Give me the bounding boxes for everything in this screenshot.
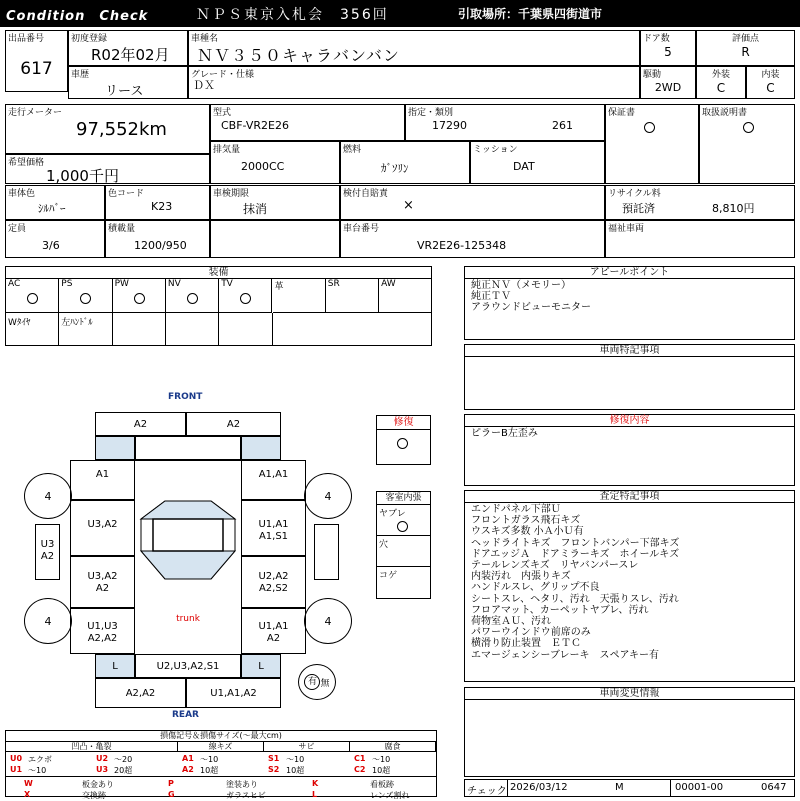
grade-cell: グレード・仕様 ＤＸ (188, 66, 640, 99)
legend-desc: 看板跡 (370, 780, 394, 789)
legend-desc: 塗装あり (226, 780, 258, 789)
first-reg: R02年02月 (91, 46, 170, 64)
capacity-cell: 定員 3/6 (5, 220, 105, 258)
legend-group: 腐食 (350, 742, 436, 752)
panel-front-left: A2 (95, 412, 186, 436)
spare-none-label: 無 (320, 678, 330, 689)
footer-bar: チェック 2026/03/12 M 00001-00 0647 (464, 779, 795, 797)
equipment-label: NV (167, 279, 181, 289)
rear-bumper-left: A2,A2 (95, 678, 186, 708)
inspection-cell: 車検期限 抹消 (210, 185, 340, 220)
sheet-title: Condition Check (6, 9, 149, 24)
auction-name: ＮＰＳ東京入札会 356回 (196, 7, 389, 23)
inspection-note-line: フロアマット、カーペットヤブレ、汚れ (471, 604, 649, 616)
inspection-note-line: ハンドルスレ、グリップ不良 (471, 582, 600, 594)
equipment-label: SR (327, 279, 340, 289)
inspection-note-line: 内装汚れ 内張りキズ (471, 571, 571, 583)
displacement-cell: 排気量 2000CC (210, 141, 340, 184)
inspection-note-line: パワーウインドウ前席のみ (471, 627, 591, 639)
special-panel (464, 344, 795, 410)
spare-tire (298, 664, 336, 700)
appeal-line: 純正ＴＶ (471, 291, 511, 302)
legend-desc: エクボ (28, 755, 52, 764)
type-cell: 型式 CBF-VR2E26 (210, 104, 405, 141)
equipment-cell (379, 313, 432, 346)
equipment-cell (273, 279, 326, 313)
equipment-cell (6, 313, 59, 346)
headlight-left (95, 436, 135, 460)
equipment-label: PW (114, 279, 129, 289)
roof-outline-icon (135, 461, 241, 609)
special-title: 車両特記事項 (465, 345, 794, 357)
inspection-notes-panel (464, 490, 795, 682)
legend-code: S2 (268, 765, 280, 774)
lot-cell: 出品番号 617 (5, 30, 68, 92)
legend-desc: 〜10 (28, 766, 47, 775)
equipment-title: 装備 (6, 267, 431, 279)
roof-area (135, 460, 241, 608)
legend-desc: 10超 (286, 766, 305, 775)
quarter-right: U1,A1 A2 (241, 608, 306, 654)
legend-desc: 交換跡 (82, 791, 106, 800)
repair-content-panel (464, 414, 795, 486)
legend-desc: 板金あり (82, 780, 114, 789)
equipment-label: AW (381, 279, 396, 289)
panel-front-right: A2 (186, 412, 281, 436)
legend-desc: 10超 (372, 766, 391, 775)
equipment-cell (59, 313, 112, 346)
equipment-cell (326, 313, 379, 346)
quarter-left: U1,U3 A2,A2 (70, 608, 135, 654)
welfare-cell: 福祉車両 (605, 220, 795, 258)
header-bar (0, 0, 800, 27)
fuel-cell: 燃料 ｶﾞｿﾘﾝ (340, 141, 470, 184)
side-sill-left: U3 A2 (35, 524, 60, 580)
fender-left: A1 (70, 460, 135, 500)
equipment-cell (166, 279, 219, 313)
colorcode-cell: 色コード K23 (105, 185, 210, 220)
repair-content-title: 修復内容 (465, 415, 794, 427)
equipment-mark (134, 293, 145, 304)
score: R (741, 45, 750, 59)
inspection-note-line: ウスキズ多数 小Ａ小Ｕ有 (471, 526, 584, 538)
lot-number: 617 (20, 59, 53, 79)
equipment-cell (219, 313, 272, 346)
equipment-cell (379, 279, 432, 313)
doors-cell: ドア数 5 (640, 30, 696, 66)
insurance-cell: 検付自賠責 × (340, 185, 605, 220)
legend-code: S1 (268, 754, 280, 763)
warranty-cell: 保証書 (605, 104, 699, 184)
equipment-cell (113, 313, 166, 346)
equipment-label: PS (61, 279, 73, 289)
equipment-label: TV (221, 279, 233, 289)
tire-rear-left: 4 (24, 598, 72, 644)
equipment-cell (113, 279, 166, 313)
inspection-note-line: 荷物室ＡＵ、汚れ (471, 616, 551, 628)
inspection-note-line: ドアエッジＡ ドアミラーキズ ホイールキズ (471, 548, 680, 560)
blank-cell (210, 220, 340, 258)
rear-door-left: U3,A2 A2 (70, 556, 135, 608)
model-cell: 車種名 ＮＶ３５０キャラバンバン (188, 30, 640, 66)
legend-code: L (312, 790, 318, 799)
legend-group: 線キズ (178, 742, 264, 752)
legend-code: U3 (96, 765, 109, 774)
color-cell: 車体色 ｼﾙﾊﾞｰ (5, 185, 105, 220)
change-info-panel (464, 687, 795, 777)
equipment-label: 革 (274, 282, 284, 292)
change-info-title: 車両変更情報 (465, 688, 794, 700)
equipment-cell (166, 313, 219, 346)
equipment-mark (27, 293, 38, 304)
appeal-line: 純正ＮＶ（メモリー） (471, 280, 571, 291)
repair-line: ピラーB左歪み (471, 428, 538, 439)
desired-cell: 希望価格 1,000千円 (5, 154, 210, 184)
legend-code: U2 (96, 754, 109, 763)
trunk-label: trunk (176, 614, 200, 624)
legend-desc: 10超 (200, 766, 219, 775)
appeal-title: アピールポイント (465, 267, 794, 279)
legend-desc: 20超 (114, 766, 133, 775)
rear-bumper-right: U1,A1,A2 (186, 678, 281, 708)
legend-code: K (312, 779, 319, 788)
cabin-box: 客室内張 ヤブレ 穴 コゲ (376, 491, 431, 599)
score-cell: 評価点 R (696, 30, 795, 66)
fender-right: A1,A1 (241, 460, 306, 500)
legend-desc: 〜10 (372, 755, 391, 764)
headlight-right (241, 436, 281, 460)
mission-cell: ミッション DAT (470, 141, 605, 184)
inspection-notes-title: 査定特記事項 (465, 491, 794, 503)
lamp-left: L (95, 654, 135, 678)
chassis-cell: 車台番号 VR2E26-125348 (340, 220, 605, 258)
equipment-label: 左ﾊﾝﾄﾞﾙ (61, 318, 93, 328)
pickup-location: 引取場所：千葉県四街道市 (458, 7, 603, 21)
legend-code: X (24, 790, 31, 799)
repair-mark (397, 438, 408, 449)
exterior-cell: 外装 C (696, 66, 746, 99)
legend-group: 凹凸・亀裂 (6, 742, 178, 752)
rear-door-right: U2,A2 A2,S2 (241, 556, 306, 608)
tire-front-right: 4 (304, 473, 352, 519)
inspection-note-line: シートスレ、ヘタリ、汚れ 天張りスレ、汚れ (471, 593, 679, 605)
side-sill-right (314, 524, 339, 580)
repair-box: 修復 (376, 415, 431, 465)
bonnet (135, 436, 241, 460)
equipment-mark (80, 293, 91, 304)
spare-present-mark: 有 (304, 674, 320, 690)
manual-mark (743, 122, 754, 133)
check-date: 2026/03/12 (510, 782, 568, 793)
legend-desc: ガラスヒビ (226, 791, 266, 800)
tire-front-left: 4 (24, 473, 72, 519)
legend-desc: 〜10 (200, 755, 219, 764)
legend-code: A1 (182, 754, 194, 763)
legend-desc: 〜10 (286, 755, 305, 764)
tire-rear-right: 4 (304, 598, 352, 644)
appeal-line: アラウンドビューモニター (471, 302, 591, 313)
legend-code: U0 (10, 754, 23, 763)
lamp-right: L (241, 654, 281, 678)
equipment-cell (326, 279, 379, 313)
legend-code: P (168, 779, 174, 788)
equipment-panel (5, 266, 432, 346)
equipment-mark (240, 293, 251, 304)
legend-desc: レンズ割れ (370, 791, 410, 800)
first-reg-cell: 初度登録 R02年02月 (68, 30, 188, 66)
legend-group: サビ (264, 742, 350, 752)
legend-code: U1 (10, 765, 23, 774)
manual-cell: 取扱説明書 (699, 104, 795, 184)
inspection-note-line: ヘッドライトキズ フロントバンパー下部キズ (471, 537, 680, 549)
inspection-note-line: エマージェンシーブレーキ スペアキー有 (471, 649, 660, 661)
equipment-mark (187, 293, 198, 304)
model-name: ＮＶ３５０キャラバンバン (197, 46, 400, 65)
equipment-cell (59, 279, 112, 313)
inspection-note-line: テールレンズキズ リヤバンパースレ (471, 560, 639, 572)
warranty-mark (644, 122, 655, 133)
front-door-right: U1,A1 A1,S1 (241, 500, 306, 556)
history-cell: 車歴 リース (68, 66, 188, 99)
appeal-panel (464, 266, 795, 340)
equipment-cell (273, 313, 326, 346)
mileage-cell: 走行メーター 97,552km (5, 104, 210, 154)
equipment-cell (219, 279, 272, 313)
inspection-note-line: エンドパネル下部Ｕ (471, 504, 561, 515)
interior-cell: 内装 C (746, 66, 795, 99)
legend-code: C2 (354, 765, 366, 774)
front-door-left: U3,A2 (70, 500, 135, 556)
rear-gate: U2,U3,A2,S1 (135, 654, 241, 678)
recycle-cell: リサイクル料 預託済 8,810円 (605, 185, 795, 220)
legend-desc: 〜20 (114, 755, 133, 764)
cabin-yabure-mark (397, 521, 408, 532)
inspection-note-line: 横滑り防止装置 ＥＴＣ (471, 638, 581, 650)
equipment-label: AC (8, 279, 21, 289)
legend-code: W (24, 779, 33, 788)
load-cell: 積載量 1200/950 (105, 220, 210, 258)
mileage: 97,552km (76, 119, 167, 140)
legend-code: G (168, 790, 175, 799)
designation-cell: 指定・類別 17290 261 (405, 104, 605, 141)
equipment-cell (6, 279, 59, 313)
equipment-label: Wﾀｲﾔ (8, 318, 31, 328)
inspection-note-line: フロントガラス飛石キズ (471, 515, 581, 527)
legend-code: C1 (354, 754, 366, 763)
legend-code: A2 (182, 765, 194, 774)
legend-panel: 損傷記号＆損傷サイズ(〜最大cm) 凹凸・亀裂 線キズ サビ 腐食 U0 エクボ U2 〜20 A1 〜10 S1 〜10 C1 〜10 U1 〜10 U3 20超 A2 10超 S2 10超 C2 10超 W 板金あり P 塗装あり K 看板跡 X 交換跡 G ガラスヒビ L レンズ割れ (5, 730, 437, 797)
drive-cell: 駆動 2WD (640, 66, 696, 99)
